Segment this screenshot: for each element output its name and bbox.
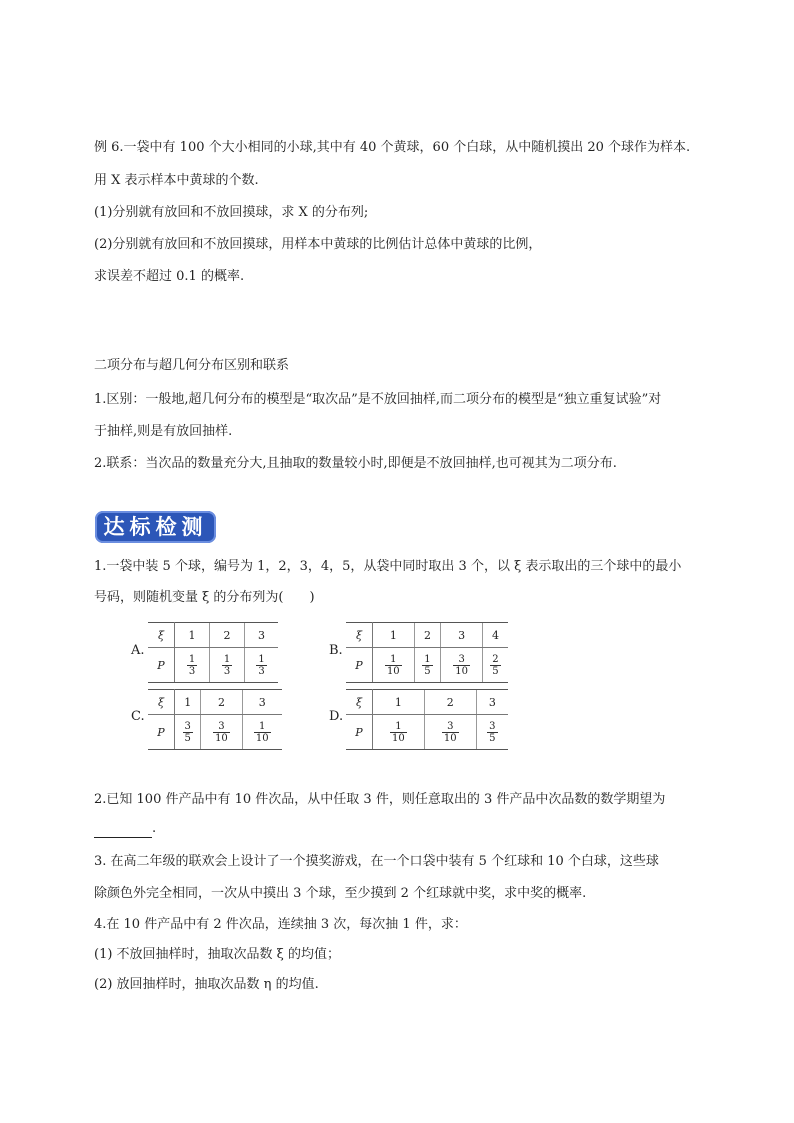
xi-header: ξ — [148, 690, 175, 715]
denominator: 10 — [392, 732, 405, 744]
q2-line-1: 2.已知 100 件产品中有 10 件次品，从中任取 3 件，则任意取出的 3 件产品中次品数的数学期望为 — [94, 792, 666, 807]
xi-value: 3 — [441, 623, 483, 648]
fraction — [422, 654, 432, 677]
denominator: 10 — [455, 665, 468, 677]
p-value — [210, 648, 245, 683]
option-c-label: C. — [131, 709, 145, 724]
banner-heading: 达标检测 — [95, 511, 216, 543]
xi-value: 3 — [242, 690, 282, 715]
numerator: 3 — [442, 721, 459, 733]
p-value — [476, 715, 508, 750]
numerator: 3 — [453, 654, 470, 666]
answer-blank[interactable] — [94, 825, 152, 838]
xi-value: 1 — [175, 623, 210, 648]
q2-answer-line — [94, 820, 156, 838]
fraction — [385, 654, 402, 677]
xi-value: 3 — [245, 623, 279, 648]
p-value — [424, 715, 476, 750]
xi-value: 2 — [210, 623, 245, 648]
p-header: P — [346, 648, 373, 683]
numerator: 1 — [254, 721, 271, 733]
example-line-4: (2)分别就有放回和不放回摸球，用样本中黄球的比例估计总体中黄球的比例， — [94, 237, 542, 252]
fraction — [487, 721, 497, 744]
p-value — [373, 648, 415, 683]
p-value — [373, 715, 425, 750]
xi-header: ξ — [346, 690, 373, 715]
denominator: 5 — [492, 665, 499, 677]
xi-header: ξ — [346, 623, 373, 648]
xi-value: 1 — [373, 690, 425, 715]
denominator: 10 — [215, 732, 228, 744]
fraction — [254, 721, 271, 744]
example-line-1: 例 6.一袋中有 100 个大小相同的小球,其中有 40 个黄球，60 个白球，从中随机摸出 20 个球作为样本. — [94, 140, 691, 155]
p-value — [414, 648, 441, 683]
numerator: 2 — [492, 653, 499, 665]
denominator: 3 — [223, 665, 231, 677]
q2-tail: . — [152, 821, 157, 836]
numerator: 3 — [213, 721, 230, 733]
option-d-label: D. — [329, 709, 344, 724]
section-title: 二项分布与超几何分布区别和联系 — [94, 358, 290, 373]
fraction — [213, 721, 230, 744]
denominator: 3 — [188, 665, 196, 677]
numerator: 1 — [188, 653, 196, 665]
q1-line-2: 号码，则随机变量 ξ 的分布列为( ) — [94, 590, 315, 605]
option-a-label: A. — [131, 643, 145, 658]
numerator: 3 — [489, 720, 496, 732]
denominator: 5 — [184, 732, 191, 744]
fraction — [453, 654, 470, 677]
numerator: 1 — [424, 653, 431, 665]
q3-line-1: 3. 在高二年级的联欢会上设计了一个摸奖游戏，在一个口袋中装有 5 个红球和 10 个白球，这些球 — [94, 854, 659, 869]
example-line-3: (1)分别就有放回和不放回摸球，求 X 的分布列; — [94, 205, 369, 220]
diff-line-3: 2.联系：当次品的数量充分大,且抽取的数量较小时,即便是不放回抽样,也可视其为二项分布. — [94, 456, 617, 471]
xi-value: 2 — [414, 623, 441, 648]
p-value — [175, 715, 201, 750]
fraction — [222, 654, 232, 677]
p-value — [441, 648, 483, 683]
fraction — [490, 654, 500, 677]
numerator: 1 — [390, 721, 407, 733]
fraction — [442, 721, 459, 744]
numerator: 1 — [223, 653, 231, 665]
diff-line-2: 于抽样,则是有放回抽样. — [94, 424, 233, 439]
option-d-table — [346, 689, 508, 750]
p-value — [482, 648, 508, 683]
option-a-table — [148, 622, 278, 683]
denominator: 3 — [258, 665, 265, 677]
q3-line-2: 除颜色外完全相同，一次从中摸出 3 个球，至少摸到 2 个红球就中奖，求中奖的概率. — [94, 886, 587, 901]
p-header: P — [148, 648, 175, 683]
numerator: 1 — [385, 654, 402, 666]
option-b-table — [346, 622, 508, 683]
example-line-5: 求误差不超过 0.1 的概率. — [94, 269, 245, 284]
fraction — [256, 654, 266, 677]
fraction — [187, 654, 197, 677]
p-value — [175, 648, 210, 683]
numerator: 1 — [258, 653, 265, 665]
denominator: 10 — [386, 665, 400, 677]
example-line-2: 用 X 表示样本中黄球的个数. — [94, 173, 259, 188]
xi-value: 2 — [201, 690, 242, 715]
xi-value: 4 — [482, 623, 508, 648]
xi-value: 1 — [373, 623, 415, 648]
xi-value: 2 — [424, 690, 476, 715]
denominator: 10 — [255, 732, 269, 744]
q4-line-2: (1) 不放回抽样时，抽取次品数 ξ 的均值； — [94, 947, 340, 962]
p-value — [201, 715, 242, 750]
p-value — [242, 715, 282, 750]
p-header: P — [148, 715, 175, 750]
option-b-label: B. — [329, 643, 343, 658]
option-c-table — [148, 689, 282, 750]
q4-line-3: (2) 放回抽样时，抽取次品数 η 的均值. — [94, 977, 319, 992]
fraction — [183, 721, 193, 744]
denominator: 5 — [489, 732, 496, 744]
numerator: 3 — [184, 720, 191, 732]
xi-value: 3 — [476, 690, 508, 715]
p-value — [245, 648, 279, 683]
denominator: 10 — [443, 732, 457, 744]
p-header: P — [346, 715, 373, 750]
xi-value: 1 — [175, 690, 201, 715]
xi-header: ξ — [148, 623, 175, 648]
fraction — [390, 721, 407, 744]
q1-line-1: 1.一袋中装 5 个球，编号为 1，2，3，4，5，从袋中同时取出 3 个，以 ξ 表示取出的三个球中的最小 — [94, 559, 682, 574]
denominator: 5 — [424, 665, 431, 677]
diff-line-1: 1.区别：一般地,超几何分布的模型是“取次品”是不放回抽样,而二项分布的模型是“独立重复试验”对 — [94, 392, 662, 407]
q4-line-1: 4.在 10 件产品中有 2 件次品，连续抽 3 次，每次抽 1 件，求： — [94, 917, 467, 932]
